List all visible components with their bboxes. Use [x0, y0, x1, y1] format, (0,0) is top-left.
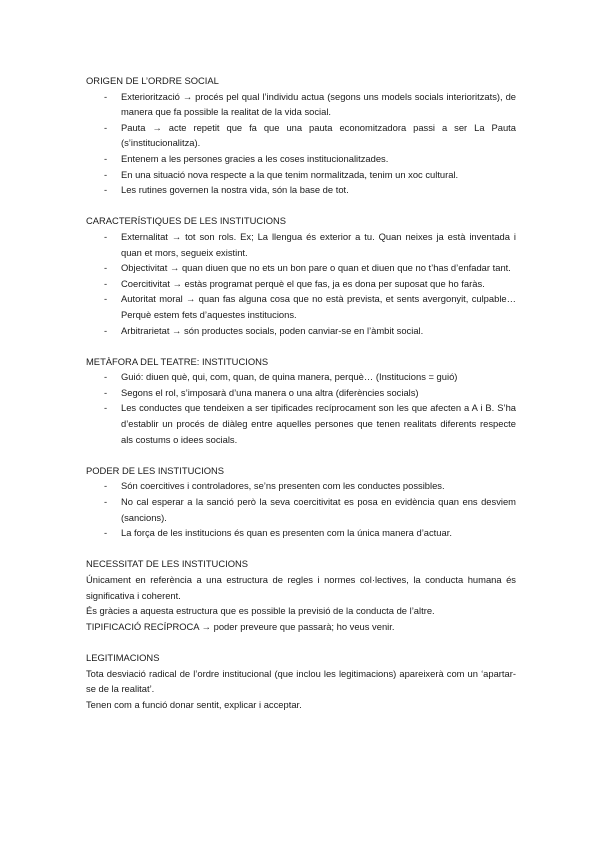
list-item: - Autoritat moral → quan fas alguna cosa que no està prevista, et sents avergonyit, culpable… Perquè estem fets d’aquestes institucions.: [86, 291, 516, 322]
document-page: [86, 73, 516, 712]
list-item: - Guió: diuen què, qui, com, quan, de quina manera, perquè… (Institucions = guió): [86, 369, 516, 385]
section-heading: LEGITIMACIONS: [86, 651, 160, 663]
section-heading: NECESSITAT DE LES INSTITUCIONS: [86, 558, 249, 570]
bullet-list: [86, 478, 516, 540]
paragraph: Tenen com a funció donar sentit, explicar i acceptar.: [86, 698, 302, 710]
section-heading: PODER DE LES INSTITUCIONS: [86, 464, 225, 476]
bullet-list: [86, 89, 516, 198]
bullet-list: [86, 369, 516, 447]
paragraph: Únicament en referència a una estructura de regles i normes col·lectives, la conducta humana és significativa i coherent.: [86, 574, 516, 601]
section-metafora: [86, 354, 516, 448]
list-item: - Coercitivitat → estàs programat perquè el que fas, ja es dona per suposat que ho faràs.: [86, 276, 516, 292]
list-item: - Pauta → acte repetit que fa que una pauta economitzadora passi a ser La Pauta (s’institucionalitza).: [86, 120, 516, 151]
bullet-list: [86, 229, 516, 338]
section-origen: [86, 73, 516, 198]
paragraph: És gràcies a aquesta estructura que es possible la previsió de la conducta de l’altre.: [86, 605, 435, 617]
paragraph: TIPIFICACIÓ RECÍPROCA → poder preveure que passarà; ho veus venir.: [86, 620, 395, 632]
list-item: - Segons el rol, s’imposarà d’una manera o una altra (diferències socials): [86, 385, 516, 401]
list-item: - Entenem a les persones gracies a les coses institucionalitzades.: [86, 151, 516, 167]
list-item: - No cal esperar a la sanció però la seva coercitivitat es posa en evidència quan ens desviem (sancions).: [86, 494, 516, 525]
list-item: - Arbitrarietat → són productes socials, poden canviar-se en l’àmbit social.: [86, 323, 516, 339]
list-item: - La força de les institucions és quan es presenten com la única manera d’actuar.: [86, 525, 516, 541]
section-heading: METÀFORA DEL TEATRE: INSTITUCIONS: [86, 355, 269, 367]
section-heading: CARACTERÍSTIQUES DE LES INSTITUCIONS: [86, 215, 287, 227]
section-caracteristiques: [86, 213, 516, 338]
list-item: - Són coercitives i controladores, se’ns presenten com les conductes possibles.: [86, 478, 516, 494]
list-item: - Exteriorització → procés pel qual l’individu actua (segons uns models socials interioritzats), de manera que fa possible la realitat de la vida social.: [86, 89, 516, 120]
paragraph: Tota desviació radical de l’ordre institucional (que inclou les legitimacions) apareixerà com un ‘apartar-se de la realitat’.: [86, 667, 516, 695]
list-item: - Objectivitat → quan diuen que no ets un bon pare o quan et diuen que no t’has d’enfadar tant.: [86, 260, 516, 276]
section-necessitat: [86, 556, 516, 634]
list-item: - Externalitat → tot son rols. Ex; La llengua és exterior a tu. Quan neixes ja està inventada i quan et mors, segueix existint.: [86, 229, 516, 260]
list-item: - Les conductes que tendeixen a ser tipificades recíprocament son les que afecten a A i B. S’ha d’establir un procés de diàleg entre aquelles persones que tenen realitats diferents respecte als costums o idees socials.: [86, 400, 516, 447]
section-heading: ORIGEN DE L’ORDRE SOCIAL: [86, 75, 219, 86]
list-item: - En una situació nova respecte a la que tenim normalitzada, tenim un xoc cultural.: [86, 167, 516, 183]
list-item: - Les rutines governen la nostra vida, són la base de tot.: [86, 182, 516, 198]
section-legitimacions: [86, 650, 516, 712]
section-poder: [86, 463, 516, 541]
